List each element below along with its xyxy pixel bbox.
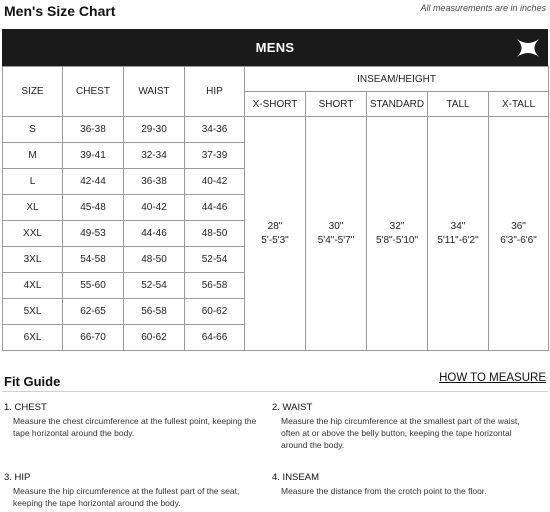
waist-cell: 60-62 — [124, 325, 185, 351]
col-header-waist: WAIST — [124, 67, 185, 117]
chest-cell: 49-53 — [63, 221, 124, 247]
fit-guide-heading: 1. CHEST — [4, 402, 47, 413]
hip-cell: 37-39 — [185, 143, 245, 169]
fit-guide-chest — [4, 402, 266, 439]
hip-cell: 48-50 — [185, 221, 245, 247]
height-range: 5'8"-5'10" — [375, 234, 419, 246]
how-to-measure-link[interactable]: HOW TO MEASURE — [439, 372, 546, 384]
hip-cell: 44-46 — [185, 195, 245, 221]
x-brand-logo-icon — [514, 35, 542, 61]
waist-cell: 29-30 — [124, 117, 185, 143]
inseam-tall-cell — [428, 117, 489, 351]
col-header-x-short: X-SHORT — [245, 92, 306, 117]
chart-header-bar — [2, 29, 548, 66]
table-row — [3, 117, 549, 143]
fit-guide-description: Measure the chest circumference at the fullest point, keeping the tape horizontal around the body. — [13, 416, 257, 438]
fit-guide-heading: 4. INSEAM — [272, 472, 319, 483]
col-header-hip: HIP — [185, 67, 245, 117]
hip-cell: 60-62 — [185, 299, 245, 325]
col-header-short: SHORT — [306, 92, 367, 117]
hip-cell: 34-36 — [185, 117, 245, 143]
col-header-size: SIZE — [3, 67, 63, 117]
size-cell: L — [3, 169, 63, 195]
size-chart-table — [2, 66, 549, 351]
waist-cell: 48-50 — [124, 247, 185, 273]
waist-cell: 44-46 — [124, 221, 185, 247]
inseam-value: 30" — [328, 220, 344, 232]
fit-guide-description: Measure the hip circumference at the fullest part of the seat, keeping the tape horizontal around the body. — [13, 486, 240, 508]
col-header-standard: STANDARD — [367, 92, 428, 117]
chest-cell: 39-41 — [63, 143, 124, 169]
size-cell: XXL — [3, 221, 63, 247]
chest-cell: 62-65 — [63, 299, 124, 325]
hip-cell: 40-42 — [185, 169, 245, 195]
chest-cell: 42-44 — [63, 169, 124, 195]
page-title: Men's Size Chart — [4, 3, 116, 19]
fit-guide-description: Measure the hip circumference at the smallest part of the waist, often at or above the belly button, keeping the tape horizontal around the body. — [281, 416, 520, 450]
fit-guide-title: Fit Guide — [4, 374, 61, 389]
col-header-chest: CHEST — [63, 67, 124, 117]
fit-guide-heading: 2. WAIST — [272, 402, 313, 413]
waist-cell: 32-34 — [124, 143, 185, 169]
chest-cell: 45-48 — [63, 195, 124, 221]
inseam-x-tall-cell — [489, 117, 549, 351]
measurement-note: All measurements are in inches — [420, 3, 546, 13]
waist-cell: 56-58 — [124, 299, 185, 325]
chart-header-title: MENS — [255, 40, 295, 55]
size-cell: XL — [3, 195, 63, 221]
inseam-standard-cell — [367, 117, 428, 351]
waist-cell: 52-54 — [124, 273, 185, 299]
size-cell: 4XL — [3, 273, 63, 299]
fit-guide-description: Measure the distance from the crotch point to the floor. — [281, 486, 487, 496]
inseam-x-short-cell — [245, 117, 306, 351]
size-cell: S — [3, 117, 63, 143]
chest-cell: 55-60 — [63, 273, 124, 299]
height-range: 5'4"-5'7" — [317, 234, 355, 246]
inseam-value: 34" — [450, 220, 466, 232]
hip-cell: 64-66 — [185, 325, 245, 351]
inseam-value: 28" — [267, 220, 283, 232]
col-header-tall: TALL — [428, 92, 489, 117]
height-range: 6'3"-6'6" — [500, 234, 537, 246]
hip-cell: 52-54 — [185, 247, 245, 273]
fit-guide-heading: 3. HIP — [4, 472, 31, 483]
chest-cell: 54-58 — [63, 247, 124, 273]
waist-cell: 36-38 — [124, 169, 185, 195]
fit-guide-hip — [4, 472, 266, 509]
size-cell: 5XL — [3, 299, 63, 325]
inseam-value: 32" — [389, 220, 405, 232]
col-header-inseam-height: INSEAM/HEIGHT — [245, 67, 549, 92]
height-range: 5'-5'3" — [261, 234, 289, 246]
fit-guide-inseam — [272, 472, 534, 497]
fit-guide-waist — [272, 402, 534, 451]
chest-cell: 66-70 — [63, 325, 124, 351]
waist-cell: 40-42 — [124, 195, 185, 221]
col-header-x-tall: X-TALL — [489, 92, 549, 117]
size-cell: 3XL — [3, 247, 63, 273]
chest-cell: 36-38 — [63, 117, 124, 143]
divider — [2, 391, 548, 392]
inseam-short-cell — [306, 117, 367, 351]
size-cell: 6XL — [3, 325, 63, 351]
height-range: 5'11"-6'2" — [437, 234, 479, 246]
size-cell: M — [3, 143, 63, 169]
inseam-value: 36" — [511, 220, 526, 232]
hip-cell: 56-58 — [185, 273, 245, 299]
